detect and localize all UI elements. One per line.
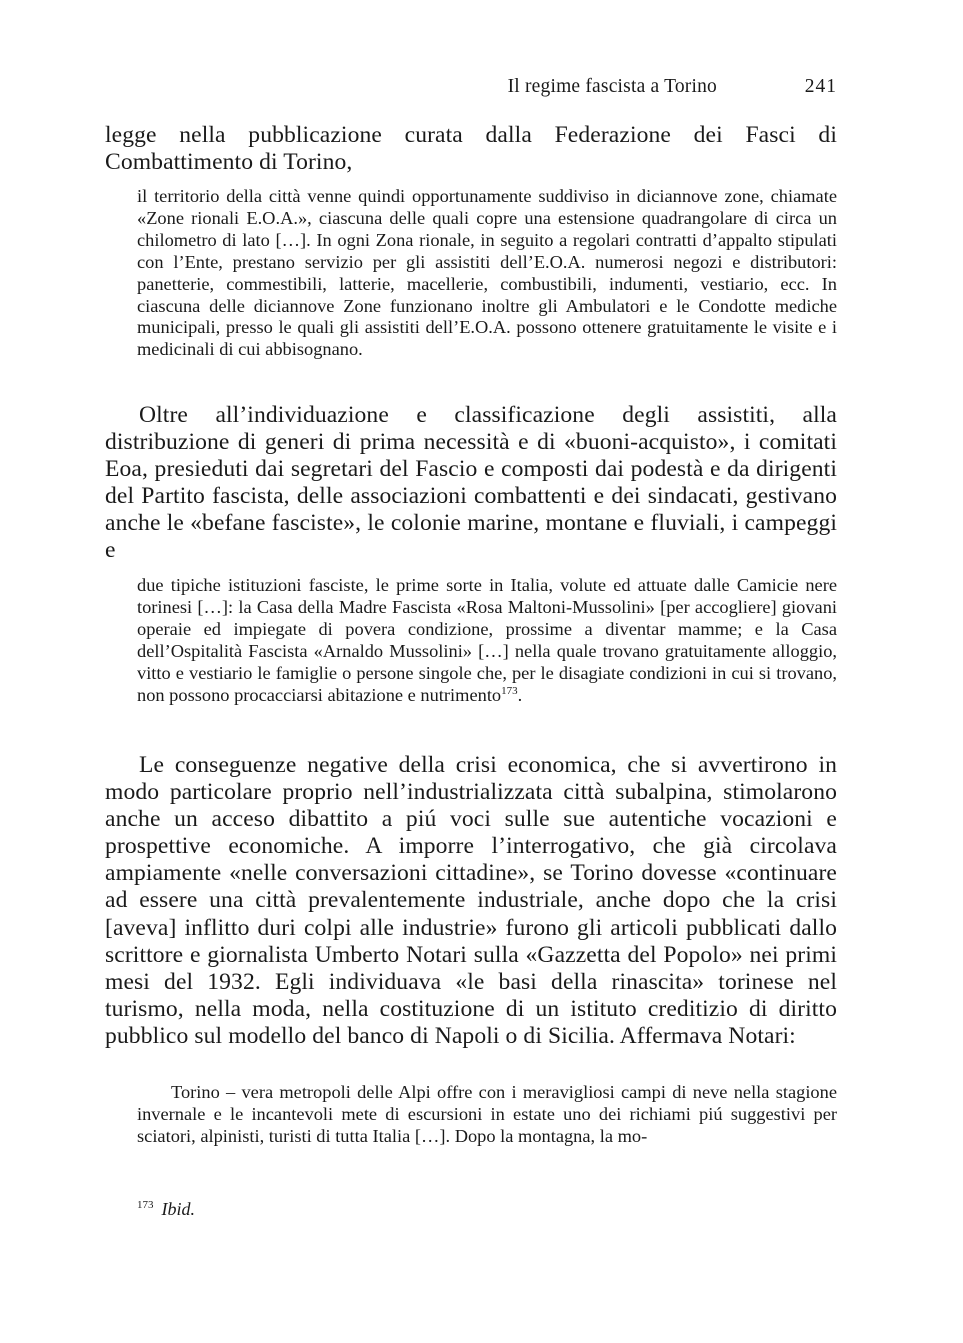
running-title: Il regime fascista a Torino: [507, 76, 717, 97]
footnote-reference: 173: [501, 684, 518, 697]
running-head: [105, 76, 837, 102]
block-quote-istituzioni-text: due tipiche istituzioni fasciste, le prime sorte in Italia, volute ed attuate dalle Camicie nere torinesi […]: la Casa della Madre Fascista «Rosa Maltoni-Mussolini» [per accogliere] giovani operaie ed impiegate di povera condizione, prossime a diventar mamme; e la Casa dell’Ospitalità Fascista «Arnaldo Mussolini» […] nella quale trovano gratuitamente alloggio, vitto e vestiario le famiglie o persone singole che, per le disagiate condizioni in cui si trovano, non possono procacciarsi abitazione e nutrimento: [137, 575, 837, 705]
footnote-text: Ibid.: [161, 1199, 195, 1219]
block-quote-eoa-zones: il territorio della città venne quindi opportunamente suddiviso in diciannove zone, chiamate «Zone rionali E.O.A.», ciascuna delle quali copre una estensione quadrangolare di circa un chilometro di lato […]. In ogni Zona rionale, in seguito a regolari contratti d’appalto stipulati con l’Ente, prestano servizio per gli assistiti dell’E.O.A. numerosi negozi e distributori: panetterie, commestibili, latterie, macellerie, combustibili, indumenti, vestiario, ecc. In ciascuna delle diciannove Zone funzionano inoltre gli Ambulatori e le Condotte mediche municipali, presso le quali gli assistiti dell’E.O.A. possono ottenere gratuitamente le visite e i medicinali di cui abbisognano.: [137, 186, 837, 360]
paragraph-crisi-economica: Le conseguenze negative della crisi economica, che si avvertirono in modo particolare proprio nell’industrializzata città subalpina, stimolarono anche un acceso dibattito a piú voci sulle sue autentiche vocazioni e prospettive economiche. A imporre l’interrogativo, che già circolava ampiamente «nelle conversazioni cittadine», se Torino dovesse «continuare ad essere una città prevalentemente industriale, anche dopo che la crisi [aveva] inflitto duri colpi alle industrie» furono gli articoli pubblicati dallo scrittore e giornalista Umberto Notari sulla «Gazzetta del Popolo» nei primi mesi del 1932. Egli individuava «le basi della rinascita» torinese nel turismo, nella moda, nella costituzione di un istituto creditizio di diritto pubblico sul modello del banco di Napoli o di Sicilia. Affermava Notari:: [105, 752, 837, 1049]
block-quote-istituzioni-end: .: [517, 684, 523, 705]
paragraph-comitati-eoa: Oltre all’individuazione e classificazione degli assistiti, alla distribuzione di generi di prima necessità e di «buoni-acquisto», i comitati Eoa, presieduti dai segretari del Fascio e composti dai podestà e da dirigenti del Partito fascista, delle associazioni combattenti e dei sindacati, gestivano anche le «befane fasciste», le colonie marine, montane e fluviali, i campeggi e: [105, 402, 837, 564]
page-number: 241: [804, 76, 837, 97]
footnote-number: 173: [137, 1199, 154, 1211]
footnote: [137, 1194, 195, 1220]
paragraph-continuation: legge nella pubblicazione curata dalla Federazione dei Fasci di Combattimento di Torino,: [105, 122, 837, 176]
block-quote-notari: Torino – vera metropoli delle Alpi offre con i meravigliosi campi di neve nella stagione invernale e le incantevoli mete di escursioni in estate uno dei richiami piú suggestivi per sciatori, alpinisti, turisti di tutta Italia […]. Dopo la montagna, la mo-: [137, 1082, 837, 1146]
block-quote-istituzioni: [137, 575, 837, 706]
